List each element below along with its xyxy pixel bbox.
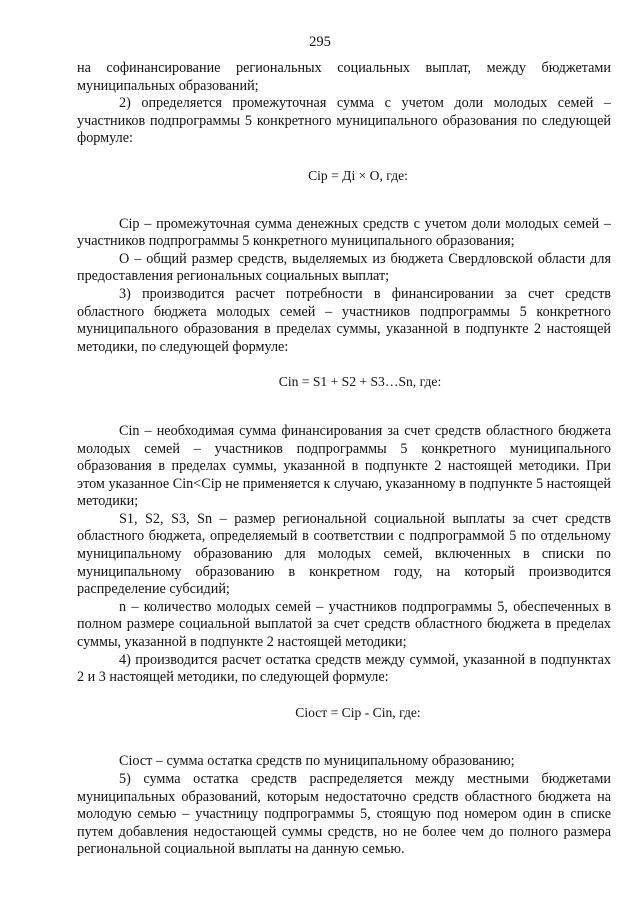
- paragraph-n-definition: n – количество молодых семей – участников подпрограммы 5, обеспеченных в полном размере социальной выплатой за счет средств областного бюджета в пределах суммы, указанной в подпункте 2 настоящей методики;: [77, 598, 611, 651]
- paragraph-continuation: на софинансирование региональных социальных выплат, между бюджетами муниципальных образований;: [77, 60, 611, 94]
- document-body: [77, 60, 611, 859]
- paragraph-cin-definition: Сin – необходимая сумма финансирования за счет средств областного бюджета молодых семей – участников подпрограммы 5 конкретного муниципального образования в пределах суммы, указанной в подпункте 2 настоящей методики. При этом указанное Сin<Сiр не применяется к случаю, указанному в подпункте 5 настоящей методики;: [77, 422, 611, 510]
- formula-financing-need: Сin = S1 + S2 + S3…Sn, где:: [278, 374, 442, 390]
- formula-remainder: Сiост = Сiр - Сin, где:: [295, 704, 421, 720]
- paragraph-cip-definition: Сiр – промежуточная сумма денежных средств с учетом доли молодых семей – участников подпрограммы 5 конкретного муниципального образования;: [77, 215, 611, 250]
- paragraph-item-2: 2) определяется промежуточная сумма с учетом доли молодых семей – участников подпрограммы 5 конкретного муниципального образования по следующей формуле:: [77, 95, 611, 147]
- formula-intermediate-sum: Сiр = Дi × О, где:: [308, 167, 408, 183]
- paragraph-o-definition: О – общий размер средств, выделяемых из бюджета Свердловской области для предоставления региональных социальных выплат;: [77, 250, 611, 285]
- paragraph-item-4: 4) производится расчет остатка средств между суммой, указанной в подпунктах 2 и 3 настоящей методики, по следующей формуле:: [77, 651, 611, 686]
- paragraph-s-definition: S1, S2, S3, Sn – размер региональной социальной выплаты за счет средств областного бюджета, определяемый в соответствии с подпрограммой 5 по отдельному муниципальному образованию для молодых семей, включенных в списки по муниципальному образованию в конкретном году, на который производится распределение субсидий;: [77, 510, 611, 598]
- paragraph-remainder-definition: Сiост – сумма остатка средств по муниципальному образованию;: [119, 753, 515, 770]
- paragraph-item-5: 5) сумма остатка средств распределяется между местными бюджетами муниципальных образований, которым недостаточно средств областного бюджета на молодую семью – участницу подпрограммы 5, стоящую под номером один в списке путем добавления недостающей суммы средств, но не более чем до полного размера региональной социальной выплаты на данную семью.: [77, 771, 611, 858]
- paragraph-item-3: 3) производится расчет потребности в финансировании за счет средств областного бюджета молодых семей – участников подпрограммы 5 конкретного муниципального образования в пределах суммы, указанной в подпункте 2 настоящей методики, по следующей формуле:: [77, 285, 611, 355]
- page-number: 295: [309, 34, 331, 50]
